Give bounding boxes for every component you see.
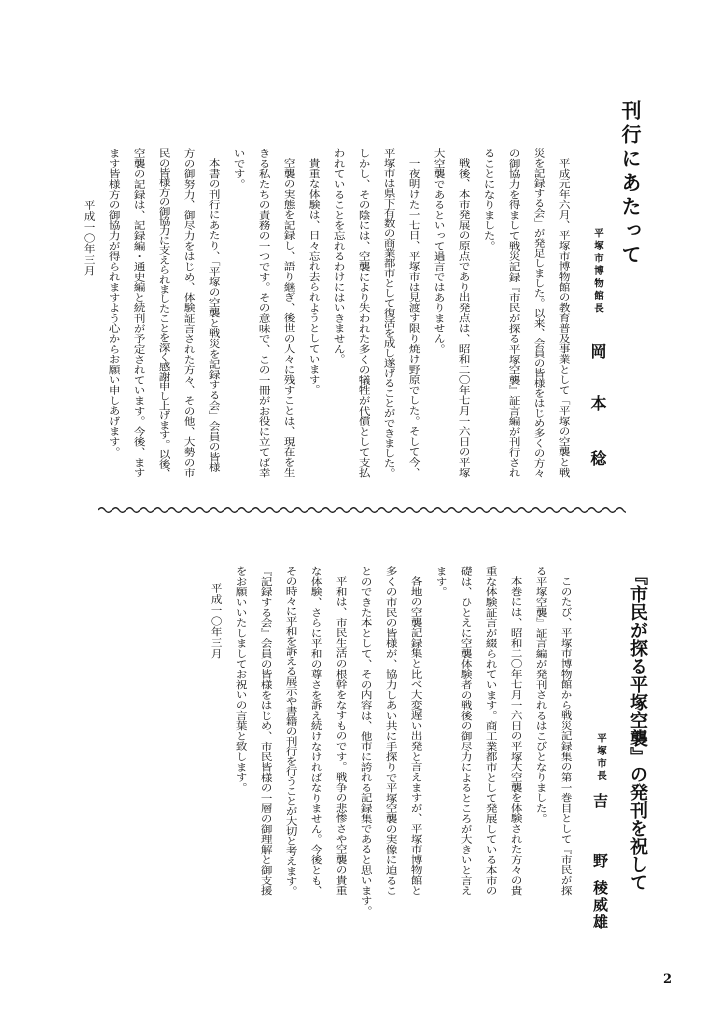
article-title: 『市民が探る平塚空襲』の発刊を祝して	[627, 567, 648, 891]
body-line: 貴重な体験は、日々忘れ去られようとしています。	[306, 158, 320, 396]
body-line: 平和は、市民生活の根幹をなすものです。戦争の悲惨さや空襲の貴重	[333, 576, 347, 896]
body-line: われていることを忘れるわけにはいきません。	[331, 148, 345, 365]
author-given-name: 稔	[588, 450, 607, 466]
body-line: 一夜明けた一七日、平塚市は見渡す限り焼け野原でした。そして今、	[406, 158, 420, 478]
body-line: このたび、平塚市博物館から戦災記録集の第一巻目として『市民が探	[558, 576, 572, 896]
body-line: な体験、さらに平和の尊さを訴え続けなければなりません。今後とも、	[308, 566, 322, 896]
author-given-name: 稜威雄	[591, 880, 609, 931]
body-line: 民の皆様方の御協力に支えられましたことを深く感謝申し上げます。以後、	[156, 148, 170, 479]
body-line: 『記録する会』会員の皆様をはじめ、市民皆様の一層の御理解と御支援	[258, 566, 272, 896]
body-line: 大空襲であるといって過言ではありません。	[431, 148, 445, 354]
body-line: の御協力を得まして戦災記録『市民が探る平塚空襲』証言編が刊行され	[506, 148, 520, 478]
body-line: る平塚空襲』証言編が発刊されるはこびとなりました。	[533, 566, 547, 824]
body-line: 平塚市は県下有数の商業都市として復活を成し遂げることができました。	[381, 148, 395, 478]
body-line: 空襲の実態を記録し、語り継ぎ、後世の人々に残すことは、現在を生	[281, 158, 295, 478]
body-line: ることになりました。	[481, 148, 495, 251]
body-line: ます皆様方の御協力が得られますよう心からお願い申しあげます。	[106, 148, 120, 457]
body-line: をお願いいたしましてお祝いの言葉と致します。	[233, 566, 247, 793]
body-line: 災を記録する会」が発足しました。以来、会員の皆様をはじめ多くの方々	[531, 148, 545, 478]
date: 平成一〇年三月	[81, 200, 95, 277]
body-line: その時々に平和を訴える展示や書籍の刊行を行うことが大切と考えます。	[283, 566, 297, 896]
date: 平成一〇年三月	[208, 583, 222, 660]
author-family-name: 岡 本	[588, 343, 607, 421]
body-line: ます。	[433, 566, 447, 597]
author-family-name: 吉 野	[591, 793, 609, 883]
body-line: 多くの市民の皆様が、協力しあい共に手探りで平塚空襲の実像に迫るこ	[383, 566, 397, 896]
body-line: 礎は、ひとえに空襲体験者の戦後の御尽力によるところが大きいと言え	[458, 566, 472, 896]
body-line: しかし、その陰には、空襲により失われた多くの犠牲が代償として支払	[356, 148, 370, 478]
author-position: 平塚市博物館長	[592, 228, 603, 316]
body-line: とのできた本として、その内容は、他市に誇れる記録集であると思います。	[358, 566, 372, 917]
body-line: 平成元年六月、平塚市博物館の教育普及事業として「平塚の空襲と戦	[556, 158, 570, 478]
article-title: 刊行にあたって	[618, 100, 642, 268]
page-number: 2	[663, 972, 673, 987]
body-line: 方の御努力、御尽力をはじめ、体験証言された方々、その他、大勢の市	[181, 148, 195, 478]
author-position: 平塚市長	[595, 733, 606, 783]
body-line: 重な体験証言が綴られています。商工業都市として発展している本市の	[483, 566, 497, 896]
body-line: 本書の刊行にあたり、「平塚の空襲と戦災を記録する会」会員の皆様	[206, 158, 220, 473]
body-line: 空襲の記録は、記録編・通史編と続刊が予定されています。今後、ます	[131, 148, 145, 478]
body-line: 各地の空襲記録集と比べ大変遅い出発と言えますが、平塚市博物館と	[408, 576, 422, 896]
body-line: きる私たちの責務の一つです。その意味で、この一冊がお役に立てば幸	[256, 148, 270, 478]
wavy-divider	[98, 504, 626, 516]
body-line: 本巻には、昭和二〇年七月一六日の平塚大空襲を体験された方々の貴	[508, 576, 522, 896]
body-line: 戦後、本市発展の原点であり出発点は、昭和二〇年七月一六日の平塚	[456, 158, 470, 478]
body-line: いです。	[231, 148, 245, 190]
